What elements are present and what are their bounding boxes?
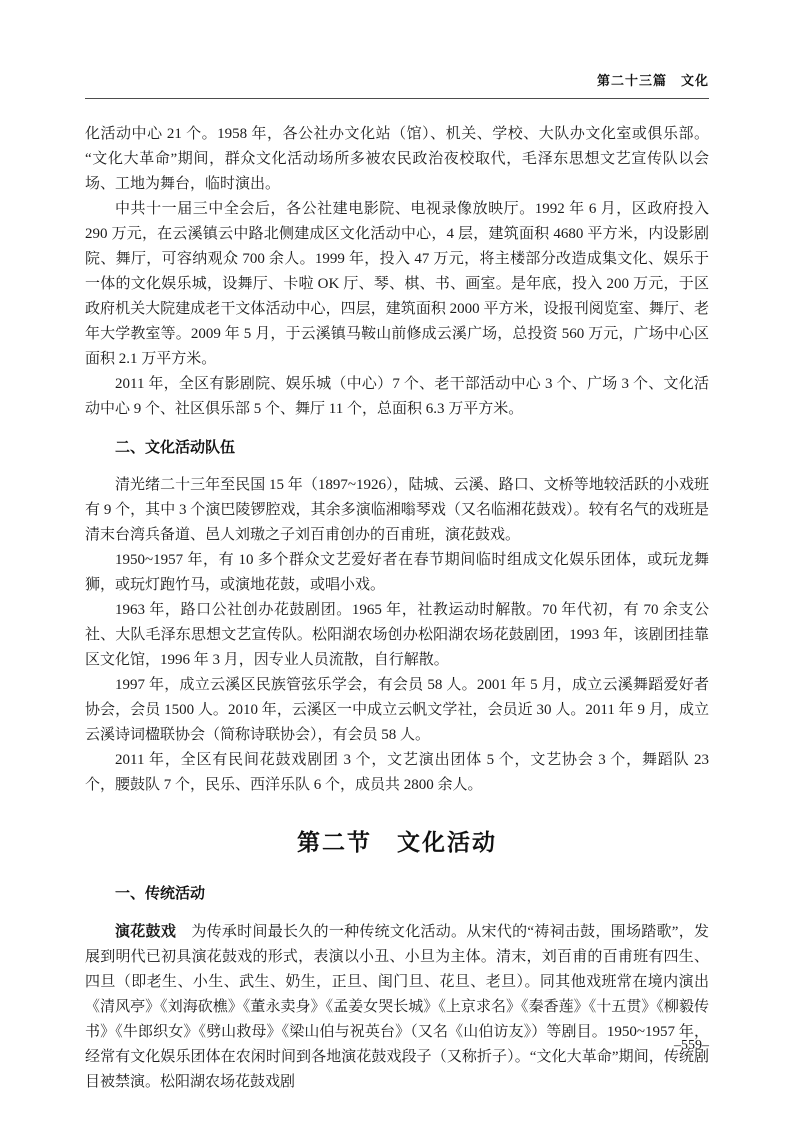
paragraph-2011-troupe-statistics: 2011 年，全区有民间花鼓戏剧团 3 个，文艺演出团体 5 个，文艺协会 3 个，舞蹈队 23 个，腰鼓队 7 个，民乐、西洋乐队 6 个，成员共 2800 余人。 (85, 752, 709, 793)
page-footer (674, 1038, 709, 1054)
page-number: –559– (674, 1038, 709, 1053)
paragraph-early-opera-troupes: 清光绪二十三年至民国 15 年（1897~1926），陆城、云溪、路口、文桥等地较活跃的小戏班有 9 个，其中 3 个演巴陵锣腔戏，其余多演临湘嗡琴戏（又名临湘花鼓戏）。较有名气的戏班是清末台湾兵备道、邑人刘璈之子刘百甫创办的百甫班，演花鼓戏。 (85, 477, 709, 543)
paragraph-1950s-amateur-groups: 1950~1957 年，有 10 多个群众文艺爱好者在春节期间临时组成文化娱乐团体，或玩龙舞狮，或玩灯跑竹马，或演地花鼓，或唱小戏。 (85, 552, 709, 593)
paragraph-huagu-opera (85, 919, 709, 1095)
paragraph-1963-troupe-history: 1963 年，路口公社创办花鼓剧团。1965 年，社教运动时解散。70 年代初，有 70 余支公社、大队毛泽东思想文艺宣传队。松阳湖农场创办松阳湖农场花鼓剧团，1993 年，该剧团挂靠区文化馆，1996 年 3 月，因专业人员流散，自行解散。 (85, 602, 709, 668)
paragraph-huagu-text: 为传承时间最长久的一种传统文化活动。从宋代的“祷祠击鼓，围场踏歌”，发展到明代已初具演花鼓戏的形式，表演以小丑、小旦为主体。清末，刘百甫的百甫班有四生、四旦（即老生、小生、武生、奶生，正旦、闺门旦、花旦、老旦）。同其他戏班常在境内演出《清风亭》《刘海砍樵》《董永卖身》《孟姜女哭长城》《上京求名》《秦香莲》《十五贯》《柳毅传书》《牛郎织女》《劈山救母》《梁山伯与祝英台》（又名《山伯访友》）等剧目。1950~1957 年，经常有文化娱乐团体在农闲时间到各地演花鼓戏段子（又称折子）。“文化大革命”期间，传统剧目被禁演。松阳湖农场花鼓戏剧 (85, 924, 709, 1090)
paragraph-continuation-culture-centers: 化活动中心 21 个。1958 年，各公社办文化站（馆）、机关、学校、大队办文化室或俱乐部。“文化大革命”期间，群众文化活动场所多被农民政治夜校取代，毛泽东思想文艺宣传队以会场、工地为舞台，临时演出。 (85, 126, 709, 192)
page-content-area (85, 70, 709, 1095)
page-header (85, 70, 709, 99)
heading-traditional-activities: 一、传统活动 (115, 885, 206, 902)
section-title-cultural-activities: 第二节 文化活动 (297, 829, 497, 855)
paragraph-1997-associations: 1997 年，成立云溪区民族管弦乐学会，有会员 58 人。2001 年 5 月，成立云溪舞蹈爱好者协会，会员 1500 人。2010 年，云溪区一中成立云帆文学社，会员近 30 人。2011 年 9 月，成立云溪诗词楹联协会（简称诗联协会），有会员 58 人。 (85, 677, 709, 743)
paragraph-construction-history: 中共十一届三中全会后，各公社建电影院、电视录像放映厅。1992 年 6 月，区政府投入 290 万元，在云溪镇云中路北侧建成区文化活动中心，4 层，建筑面积 4680 平方米，内设影剧院、舞厅，可容纳观众 700 余人。1999 年，投入 47 万元，将主楼部分改造成集文化、娱乐于一体的文化娱乐城，设舞厅、卡啦 OK 厅、琴、棋、书、画室。是年底，投入 200 万元，于区政府机关大院建成老干文体活动中心，四层，建筑面积 2000 平方米，设报刊阅览室、舞厅、老年大学教室等。2009 年 5 月，于云溪镇马鞍山前修成云溪广场，总投资 560 万元，广场中心区面积 2.1 万平方米。 (85, 201, 709, 367)
heading-culture-activity-teams: 二、文化活动队伍 (115, 439, 236, 456)
running-head-chapter-title: 第二十三篇 文化 (596, 73, 709, 88)
page-body (85, 122, 709, 1095)
paragraph-2011-venue-statistics: 2011 年，全区有影剧院、娱乐城（中心）7 个、老干部活动中心 3 个、广场 3 个、文化活动中心 9 个、社区俱乐部 5 个、舞厅 11 个，总面积 6.3 万平方米。 (85, 376, 709, 417)
paragraph-lead-term: 演花鼓戏 (115, 923, 177, 940)
